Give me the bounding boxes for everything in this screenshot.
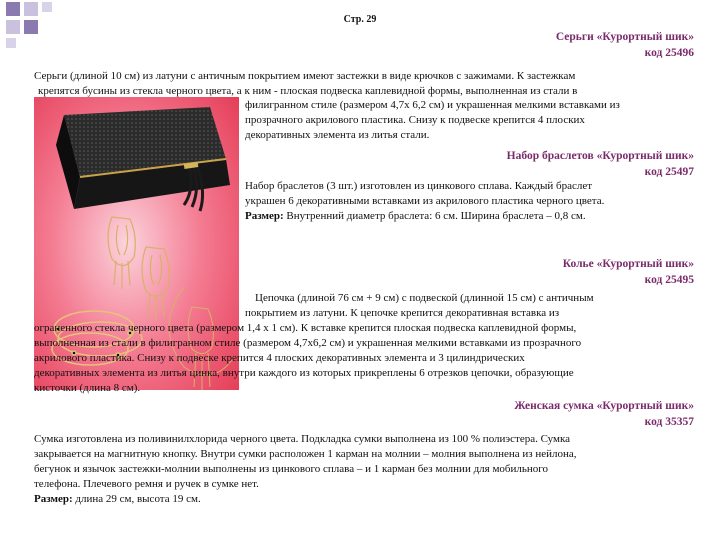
necklace-line-5: акрилового пластика. Снизу к подвеске крепится 4 плоских декоративных элемента и 3 цилиндрических <box>34 352 525 364</box>
bag-title: Женская сумка «Курортный шик» <box>514 400 694 412</box>
earrings-code: код 25496 <box>644 47 694 59</box>
bracelets-size <box>245 209 586 224</box>
earrings-line-2: крепятся бусины из стекла черного цвета, а к ним - плоская подвеска каплевидной формы, выполненная из стали в <box>38 85 578 97</box>
necklace-line-7: кисточки (длина 8 см). <box>34 382 141 394</box>
bag-line-4: телефона. Плечевого ремня и ручек в сумке нет. <box>34 478 259 490</box>
earrings-line-5: декоративных элемента из литья стали. <box>245 129 430 141</box>
bracelets-size-text: Внутренний диаметр браслета: 6 см. Ширина браслета – 0,8 см. <box>283 210 586 222</box>
necklace-line-3: ограненного стекла черного цвета (размером 1,4 х 1 см). К вставке крепится плоская подвеска каплевидной формы, <box>34 322 577 334</box>
necklace-code: код 25495 <box>644 274 694 286</box>
necklace-line-4: выполненная из стали в филигранном стиле (размером 4,7х6,2 см) и украшенная мелкими вставками из прозрачного <box>34 337 582 349</box>
earrings-line-1: Серьги (длиной 10 см) из латуни с античным покрытием имеют застежки в виде крючков с зажимами. К застежкам <box>34 70 576 82</box>
clutch-bag <box>56 107 230 211</box>
bag-size <box>34 492 201 507</box>
earrings-title: Серьги «Курортный шик» <box>555 31 694 43</box>
necklace-line-6: декоративных элемента из литья цинка, внутри каждого из которых прикреплены 6 отрезков цепочки, образующие <box>34 367 574 379</box>
corner-decoration <box>0 0 90 60</box>
bag-line-3: бегунок и язычок застежки-молнии выполнены из цинкового сплава – и 1 карман без молнии для мобильного <box>34 463 549 475</box>
earrings-line-4: прозрачного акрилового пластика. Снизу к подвеске крепится 4 плоских <box>245 114 585 126</box>
necklace-title: Колье «Курортный шик» <box>562 258 694 270</box>
bag-line-1: Сумка изготовлена из поливинилхлорида черного цвета. Подкладка сумки выполнена из 100 % полиэстера. Сумка <box>34 433 571 445</box>
bag-size-label: Размер: <box>34 493 73 505</box>
bracelets-code: код 25497 <box>644 166 694 178</box>
earrings-line-3: филигранном стиле (размером 4,7х 6,2 см) и украшенная мелкими вставками из <box>245 99 620 111</box>
bracelets-line-1: Набор браслетов (3 шт.) изготовлен из цинкового сплава. Каждый браслет <box>245 180 593 192</box>
bracelets-size-label: Размер: <box>245 210 284 222</box>
necklace-line-2: покрытием из латуни. К цепочке крепится декоративная вставка из <box>245 307 560 319</box>
bracelets-title: Набор браслетов «Курортный шик» <box>506 150 694 162</box>
bag-line-2: закрывается на магнитную кнопку. Внутри сумки расположен 1 карман на молнии – молния выполнена из нейлона, <box>34 448 577 460</box>
bracelets-line-2: украшен 6 декоративными вставками из акрилового пластика черного цвета. <box>245 195 605 207</box>
bag-size-text: длина 29 см, высота 19 см. <box>72 493 201 505</box>
bag-code: код 35357 <box>644 416 694 428</box>
page-number: Стр. 29 <box>343 14 377 25</box>
necklace-line-1: Цепочка (длиной 76 см + 9 см) с подвеской (длинной 15 см) с античным <box>255 292 594 304</box>
